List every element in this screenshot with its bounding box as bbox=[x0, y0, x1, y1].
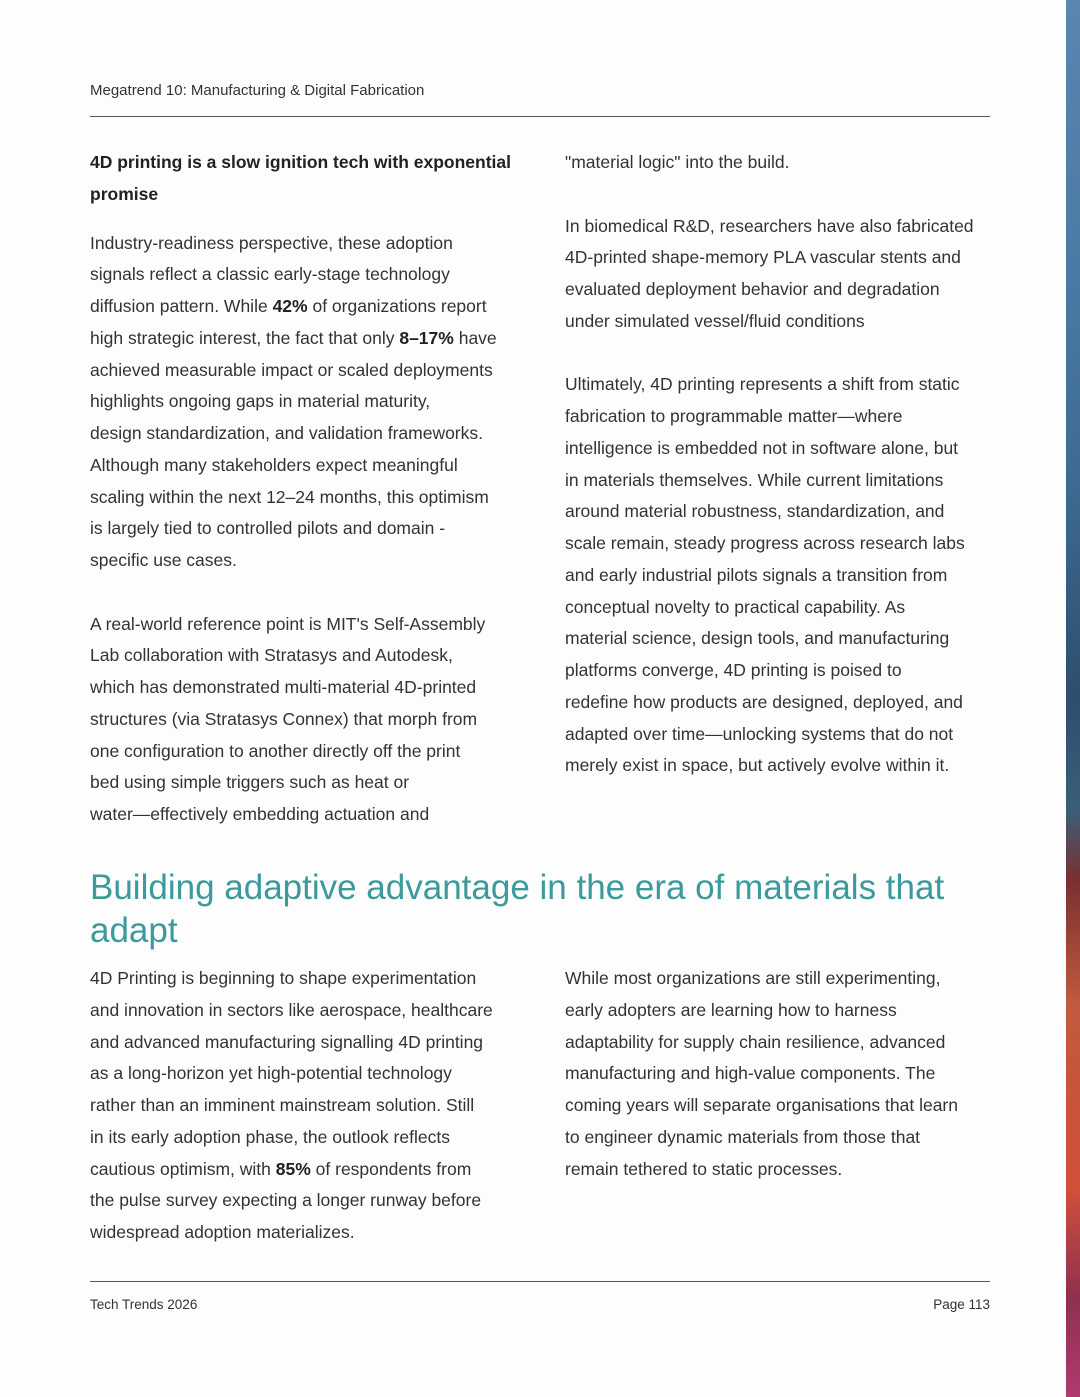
text-line: structures (via Stratasys Connex) that morph from bbox=[90, 708, 478, 729]
text-line: In biomedical R&D, researchers have also fabricated bbox=[565, 215, 974, 236]
text-line: widespread adoption materializes. bbox=[90, 1222, 355, 1242]
section-heading-line1: Building adaptive advantage in the era of materials that bbox=[90, 868, 945, 907]
text-line: Ultimately, 4D printing represents a shift from static bbox=[565, 374, 960, 395]
section-heading-line2: adapt bbox=[90, 911, 178, 950]
text-line: early adopters are learning how to harness bbox=[565, 999, 897, 1020]
section-heading bbox=[90, 866, 944, 952]
text-line: platforms converge, 4D printing is poised to bbox=[565, 660, 902, 680]
page-number: Page 113 bbox=[933, 1297, 990, 1312]
text-line: remain tethered to static processes. bbox=[565, 1158, 843, 1179]
text-line: manufacturing and high-value components. The bbox=[565, 1063, 936, 1084]
text-line: Lab collaboration with Stratasys and Autodesk, bbox=[90, 645, 453, 666]
paragraph bbox=[565, 963, 1015, 1185]
left-column bbox=[90, 147, 540, 831]
text-line: design standardization, and validation frameworks. bbox=[90, 423, 483, 443]
text-line: promise bbox=[90, 183, 159, 204]
text-line: is largely tied to controlled pilots and domain - bbox=[90, 518, 446, 539]
text-line: 4D printing is a slow ignition tech with exponential bbox=[90, 152, 511, 172]
text-line: 4D Printing is beginning to shape experimentation bbox=[90, 968, 477, 988]
text-line: under simulated vessel/fluid conditions bbox=[565, 310, 865, 331]
text-line: coming years will separate organisations that learn bbox=[565, 1095, 958, 1115]
text-line: highlights ongoing gaps in material maturity, bbox=[90, 391, 431, 412]
header-rule bbox=[90, 116, 990, 117]
bottom-left-column bbox=[90, 963, 540, 1249]
paragraph bbox=[565, 211, 1015, 338]
text-line: in its early adoption phase, the outlook reflects bbox=[90, 1126, 450, 1147]
text-line: in materials themselves. While current limitations bbox=[565, 469, 944, 490]
running-header: Megatrend 10: Manufacturing & Digital Fabrication bbox=[90, 82, 425, 99]
text-line: signals reflect a classic early-stage technology bbox=[90, 264, 450, 285]
text-line: the pulse survey expecting a longer runway before bbox=[90, 1190, 482, 1211]
text-line: merely exist in space, but actively evolve within it. bbox=[565, 755, 950, 776]
text-line: high strategic interest, the fact that only 8–17% have bbox=[90, 327, 497, 348]
paragraph bbox=[90, 963, 540, 1249]
right-column bbox=[565, 147, 1015, 782]
text-line: cautious optimism, with 85% of respondents from bbox=[90, 1158, 472, 1179]
text-line: rather than an imminent mainstream solution. Still bbox=[90, 1095, 475, 1115]
decorative-side-strip bbox=[1066, 0, 1080, 1397]
text-line: conceptual novelty to practical capability. As bbox=[565, 596, 906, 617]
paragraph-spacer bbox=[565, 338, 1015, 370]
text-line: redefine how products are designed, deployed, and bbox=[565, 691, 963, 712]
text-line: water—effectively embedding actuation and bbox=[90, 804, 430, 824]
text-line: one configuration to another directly off the print bbox=[90, 740, 461, 761]
subheading bbox=[90, 147, 540, 211]
bottom-right-column bbox=[565, 963, 1015, 1185]
text-line: intelligence is embedded not in software alone, but bbox=[565, 437, 959, 458]
text-line: material science, design tools, and manufacturing bbox=[565, 628, 950, 649]
highlighted-stat: 85% bbox=[275, 1158, 311, 1179]
paragraph bbox=[90, 609, 540, 831]
text-line: and innovation in sectors like aerospace, healthcare bbox=[90, 999, 493, 1020]
paragraph-spacer bbox=[90, 577, 540, 609]
footer-publication: Tech Trends 2026 bbox=[90, 1297, 198, 1312]
text-line: A real-world reference point is MIT's Self-Assembly bbox=[90, 613, 486, 634]
highlighted-stat: 42% bbox=[272, 296, 308, 316]
paragraph bbox=[90, 228, 540, 577]
text-line: around material robustness, standardization, and bbox=[565, 501, 945, 522]
text-line: diffusion pattern. While 42% of organizations report bbox=[90, 296, 487, 316]
paragraph-spacer bbox=[90, 211, 540, 228]
text-line: specific use cases. bbox=[90, 550, 237, 570]
text-line: and advanced manufacturing signalling 4D printing bbox=[90, 1031, 484, 1052]
paragraph-spacer bbox=[565, 179, 1015, 211]
text-line: While most organizations are still experimenting, bbox=[565, 968, 941, 988]
text-line: 4D-printed shape-memory PLA vascular stents and bbox=[565, 247, 961, 268]
highlighted-stat: 8–17% bbox=[399, 327, 454, 348]
text-line: Industry-readiness perspective, these adoption bbox=[90, 232, 453, 253]
text-line: scaling within the next 12–24 months, this optimism bbox=[90, 486, 489, 507]
text-line: which has demonstrated multi-material 4D-printed bbox=[90, 677, 477, 697]
paragraph bbox=[565, 369, 1015, 782]
text-line: adaptability for supply chain resilience, advanced bbox=[565, 1031, 946, 1052]
text-line: Although many stakeholders expect meaningful bbox=[90, 454, 458, 475]
text-line: "material logic" into the build. bbox=[565, 152, 790, 172]
text-line: as a long-horizon yet high-potential technology bbox=[90, 1063, 452, 1084]
text-line: and early industrial pilots signals a transition from bbox=[565, 564, 948, 585]
text-line: evaluated deployment behavior and degradation bbox=[565, 279, 940, 299]
text-line: fabrication to programmable matter—where bbox=[565, 406, 903, 426]
paragraph bbox=[565, 147, 1015, 179]
text-line: adapted over time—unlocking systems that do not bbox=[565, 723, 954, 744]
text-line: to engineer dynamic materials from those that bbox=[565, 1126, 921, 1147]
text-line: scale remain, steady progress across research labs bbox=[565, 533, 965, 553]
text-line: bed using simple triggers such as heat or bbox=[90, 772, 410, 793]
text-line: achieved measurable impact or scaled deployments bbox=[90, 359, 493, 380]
footer-rule bbox=[90, 1281, 990, 1282]
